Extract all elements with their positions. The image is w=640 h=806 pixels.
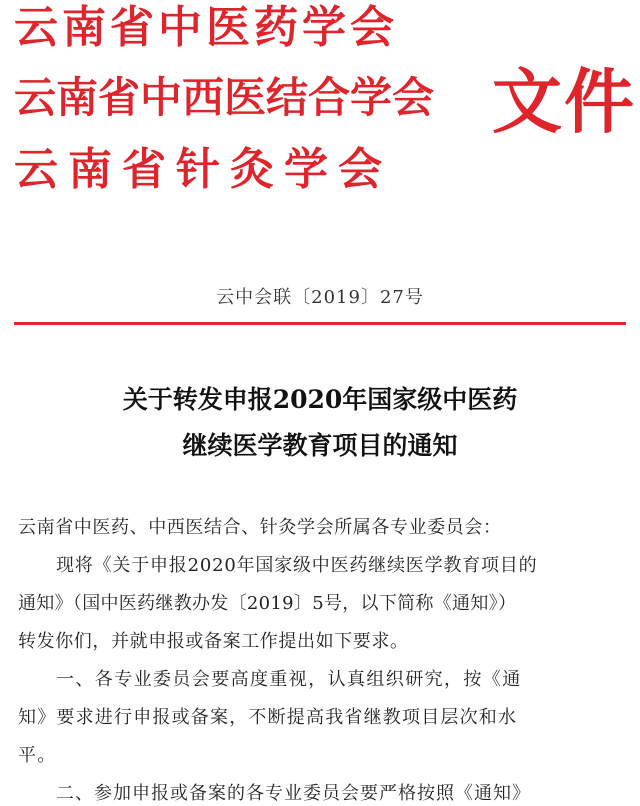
body-text-line: 云南省中医药、中西医结合、针灸学会所属各专业委员会： <box>18 517 502 538</box>
body-text-line: 平。 <box>18 745 57 766</box>
header-divider <box>14 322 626 325</box>
document-title-line-2: 继续医学教育项目的通知 <box>182 431 458 460</box>
body-text-line: 现将《关于申报2020年国家级中医药继续医学教育项目的 <box>56 555 538 576</box>
document-header <box>0 0 640 220</box>
body-text-line: 转发你们，并就申报或备案工作提出如下要求。 <box>18 631 409 652</box>
body-text-line: 一、各专业委员会要高度重视，认真组织研究，按《通 <box>56 669 522 690</box>
body-text-line: 知》要求进行申报或备案，不断提高我省继教项目层次和水 <box>18 707 518 728</box>
body-text-line: 二、参加申报或备案的各专业委员会要严格按照《通知》 <box>56 783 531 804</box>
issuer-name-acupuncture-society: 云南省针灸学会 <box>14 144 392 195</box>
document-title-line-1: 关于转发申报2020年国家级中医药 <box>122 385 518 414</box>
document-type-label: 文件 <box>492 60 636 143</box>
body-text-line: 通知》（国中医药继教办发〔2019〕5号，以下简称《通知》） <box>18 593 517 614</box>
document-number: 云中会联〔2019〕27号 <box>216 287 424 308</box>
issuer-name-tcm-society: 云南省中医药学会 <box>14 2 398 53</box>
issuer-name-integrated-medicine-society: 云南省中西医结合学会 <box>14 73 435 122</box>
